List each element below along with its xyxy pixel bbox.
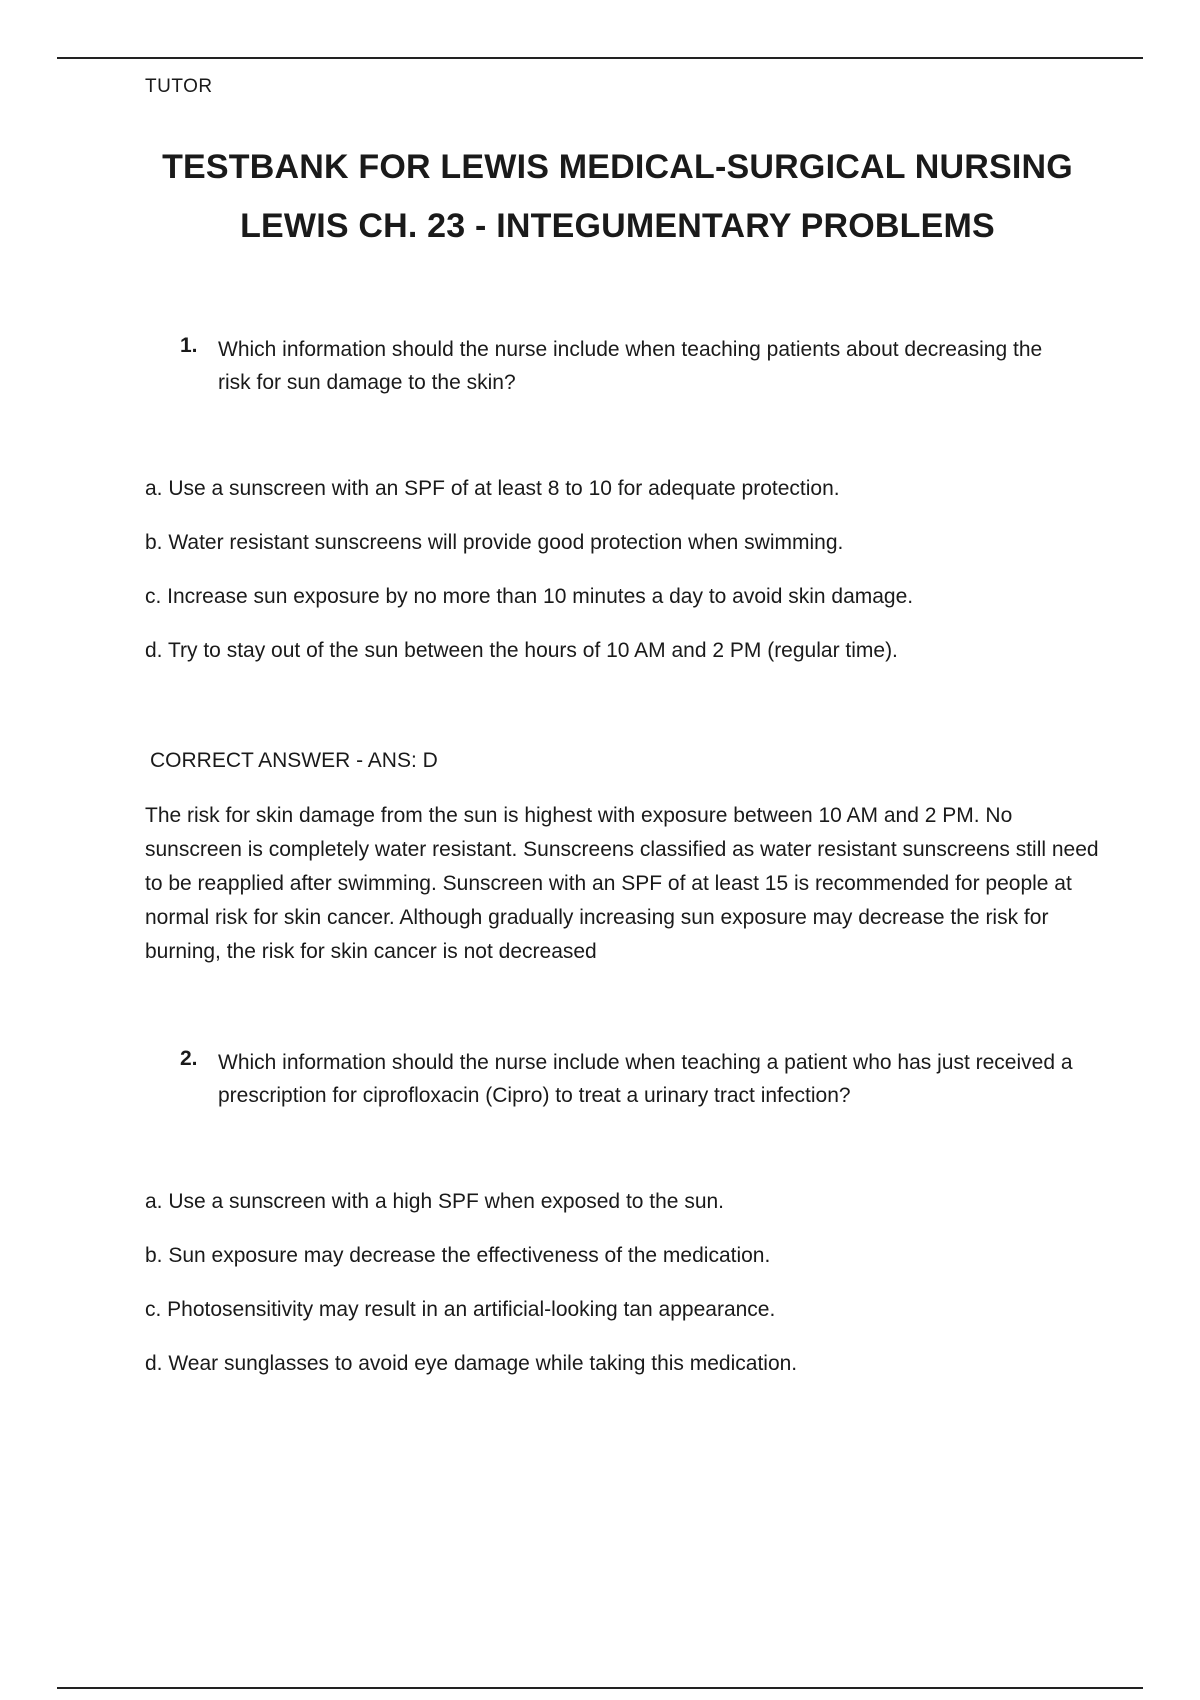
correct-answer: CORRECT ANSWER - ANS: D xyxy=(150,749,438,772)
question-number: 2. xyxy=(180,1047,198,1070)
document-title-line-2: LEWIS CH. 23 - INTEGUMENTARY PROBLEMS xyxy=(240,207,995,245)
document-title-line-1: TESTBANK FOR LEWIS MEDICAL-SURGICAL NURSING xyxy=(162,148,1073,186)
option-a: a. Use a sunscreen with an SPF of at least 8 to 10 for adequate protection. xyxy=(145,477,840,500)
header-label: TUTOR xyxy=(145,76,213,97)
option-c: c. Increase sun exposure by no more than 10 minutes a day to avoid skin damage. xyxy=(145,585,914,608)
option-d: d. Wear sunglasses to avoid eye damage while taking this medication. xyxy=(145,1352,798,1375)
question-number: 1. xyxy=(180,334,198,357)
option-d: d. Try to stay out of the sun between the hours of 10 AM and 2 PM (regular time). xyxy=(145,639,898,662)
option-c: c. Photosensitivity may result in an artificial-looking tan appearance. xyxy=(145,1298,776,1321)
option-b: b. Water resistant sunscreens will provide good protection when swimming. xyxy=(145,531,844,554)
rationale-text: The risk for skin damage from the sun is highest with exposure between 10 AM and 2 PM. No sunscreen is completely water resistant. Sunscreens classified as water resistant sunscreens still need to be reapplied after swimming. Sunscreen with an SPF of at least 15 is recommended for people at normal risk for skin cancer. Although gradually increasing sun exposure may decrease the risk for burning, the risk for skin cancer is not decreased xyxy=(145,804,1099,963)
question-text: Which information should the nurse include when teaching a patient who has just received a prescription for ciprofloxacin (Cipro) to treat a urinary tract infection? xyxy=(218,1051,1073,1107)
question-text: Which information should the nurse include when teaching patients about decreasing the risk for sun damage to the skin? xyxy=(218,338,1043,394)
bottom-rule xyxy=(57,1687,1143,1689)
top-rule xyxy=(57,57,1143,59)
option-a: a. Use a sunscreen with a high SPF when exposed to the sun. xyxy=(145,1190,725,1213)
option-b: b. Sun exposure may decrease the effectiveness of the medication. xyxy=(145,1244,771,1267)
